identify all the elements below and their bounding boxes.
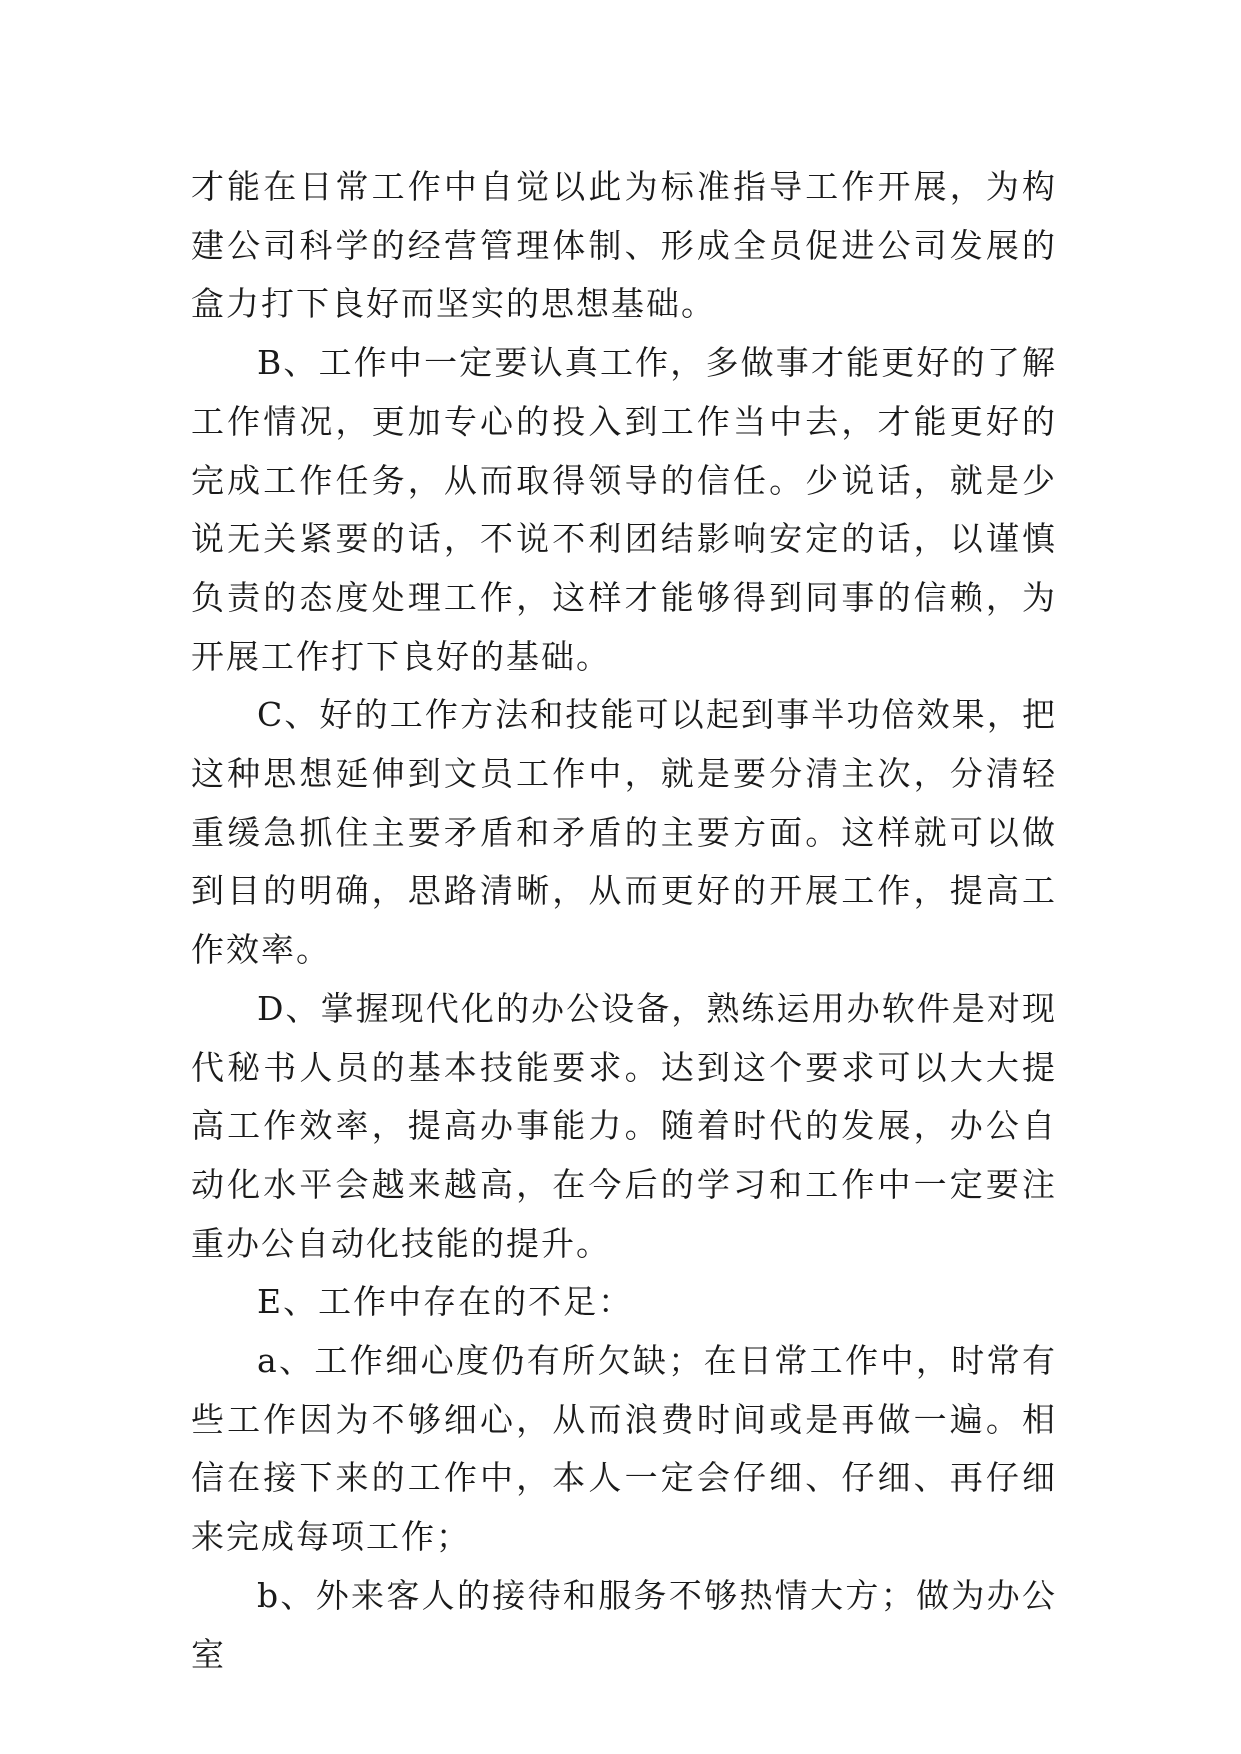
document-body xyxy=(191,158,1057,1684)
paragraph-b-item: b、外来客人的接待和服务不够热情大方；做为办公室 xyxy=(191,1575,1057,1674)
paragraph-b: B、工作中一定要认真工作，多做事才能更好的了解工作情况，更加专心的投入到工作当中去，才能更好的完成工作任务，从而取得领导的信任。少说话，就是少说无关紧要的话，不说不利团结影响安定的话，以谨慎负责的态度处理工作，这样才能够得到同事的信赖，为开展工作打下良好的基础。 xyxy=(191,343,1057,676)
paragraph-e: E、工作中存在的不足： xyxy=(257,1282,634,1322)
paragraph-1: 才能在日常工作中自觉以此为标准指导工作开展，为构建公司科学的经营管理体制、形成全员促进公司发展的盒力打下良好而坚实的思想基础。 xyxy=(191,167,1057,324)
paragraph-d: D、掌握现代化的办公设备，熟练运用办软件是对现代秘书人员的基本技能要求。达到这个要求可以大大提高工作效率，提高办事能力。随着时代的发展，办公自动化水平会越来越高，在今后的学习和工作中一定要注重办公自动化技能的提升。 xyxy=(191,988,1057,1263)
paragraph-c: C、好的工作方法和技能可以起到事半功倍效果，把这种思想延伸到文员工作中，就是要分清主次，分清轻重缓急抓住主要矛盾和矛盾的主要方面。这样就可以做到目的明确，思路清晰，从而更好的开展工作，提高工作效率。 xyxy=(191,695,1057,970)
paragraph-a-item: a、工作细心度仍有所欠缺；在日常工作中，时常有些工作因为不够细心，从而浪费时间或是再做一遍。相信在接下来的工作中，本人一定会仔细、仔细、再仔细来完成每项工作； xyxy=(191,1341,1057,1557)
